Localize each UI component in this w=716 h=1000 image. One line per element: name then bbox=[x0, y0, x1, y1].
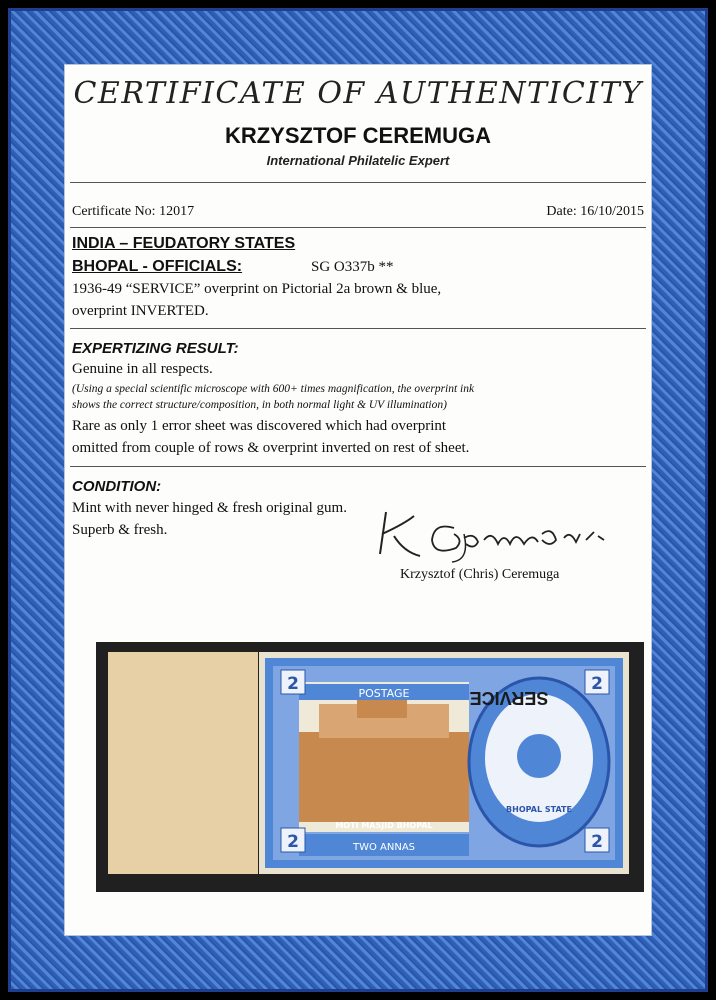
certificate-body bbox=[64, 64, 652, 936]
result-genuine: Genuine in all respects. bbox=[72, 361, 213, 377]
signature-name: Krzysztof (Chris) Ceremuga bbox=[400, 567, 560, 582]
certificate-number: Certificate No: 12017 bbox=[72, 204, 195, 219]
result-rare-2: omitted from couple of rows & overprint inverted on rest of sheet. bbox=[72, 440, 470, 456]
expert-signature bbox=[374, 504, 624, 564]
stamp-image bbox=[259, 652, 629, 874]
state-heading: BHOPAL - OFFICIALS: bbox=[72, 258, 243, 275]
stamp-annas: TWO ANNAS bbox=[352, 842, 416, 853]
stamp-mount bbox=[96, 642, 644, 892]
result-note-1: (Using a special scientific microscope with 600+ times magnification, the overprint ink bbox=[72, 383, 475, 395]
stamp-value-top-left: 2 bbox=[287, 674, 299, 694]
result-note-2: shows the correct structure/composition, in both normal light & UV illumination) bbox=[72, 399, 447, 411]
stamp-value-bottom-right: 2 bbox=[591, 832, 603, 852]
header-divider bbox=[70, 182, 646, 183]
info-divider bbox=[70, 227, 646, 228]
condition-line-1: Mint with never hinged & fresh original gum. bbox=[72, 500, 347, 516]
stamp-value-bottom-left: 2 bbox=[287, 832, 299, 852]
result-heading: EXPERTIZING RESULT: bbox=[72, 340, 239, 357]
certificate-title: CERTIFICATE OF AUTHENTICITY bbox=[73, 76, 643, 111]
country-heading: INDIA – FEUDATORY STATES bbox=[72, 235, 296, 252]
expert-role: International Philatelic Expert bbox=[266, 153, 450, 168]
stamp-value-top-right: 2 bbox=[591, 674, 603, 694]
certificate-date: Date: 16/10/2015 bbox=[546, 204, 644, 219]
result-rare-1: Rare as only 1 error sheet was discovered which had overprint bbox=[72, 418, 447, 434]
stamp-description-1: 1936-49 “SERVICE” overprint on Pictorial 2a brown & blue, bbox=[72, 281, 442, 297]
stamp-postage: POSTAGE bbox=[358, 687, 410, 700]
expert-name: KRZYSZTOF CEREMUGA bbox=[224, 123, 492, 148]
condition-line-2: Superb & fresh. bbox=[72, 522, 168, 538]
stamp-state-label: BHOPAL STATE bbox=[506, 805, 572, 814]
sg-number: SG O337b ** bbox=[311, 259, 394, 275]
stamp-inverted-overprint: SERVICE bbox=[469, 688, 549, 708]
condition-divider bbox=[70, 466, 646, 467]
condition-heading: CONDITION: bbox=[72, 478, 162, 495]
stamp-caption: MOTI MASJID BHOPAL bbox=[335, 821, 433, 830]
stamp-description-2: overprint INVERTED. bbox=[72, 303, 209, 319]
stamp-selvedge bbox=[108, 652, 258, 874]
result-divider bbox=[70, 328, 646, 329]
